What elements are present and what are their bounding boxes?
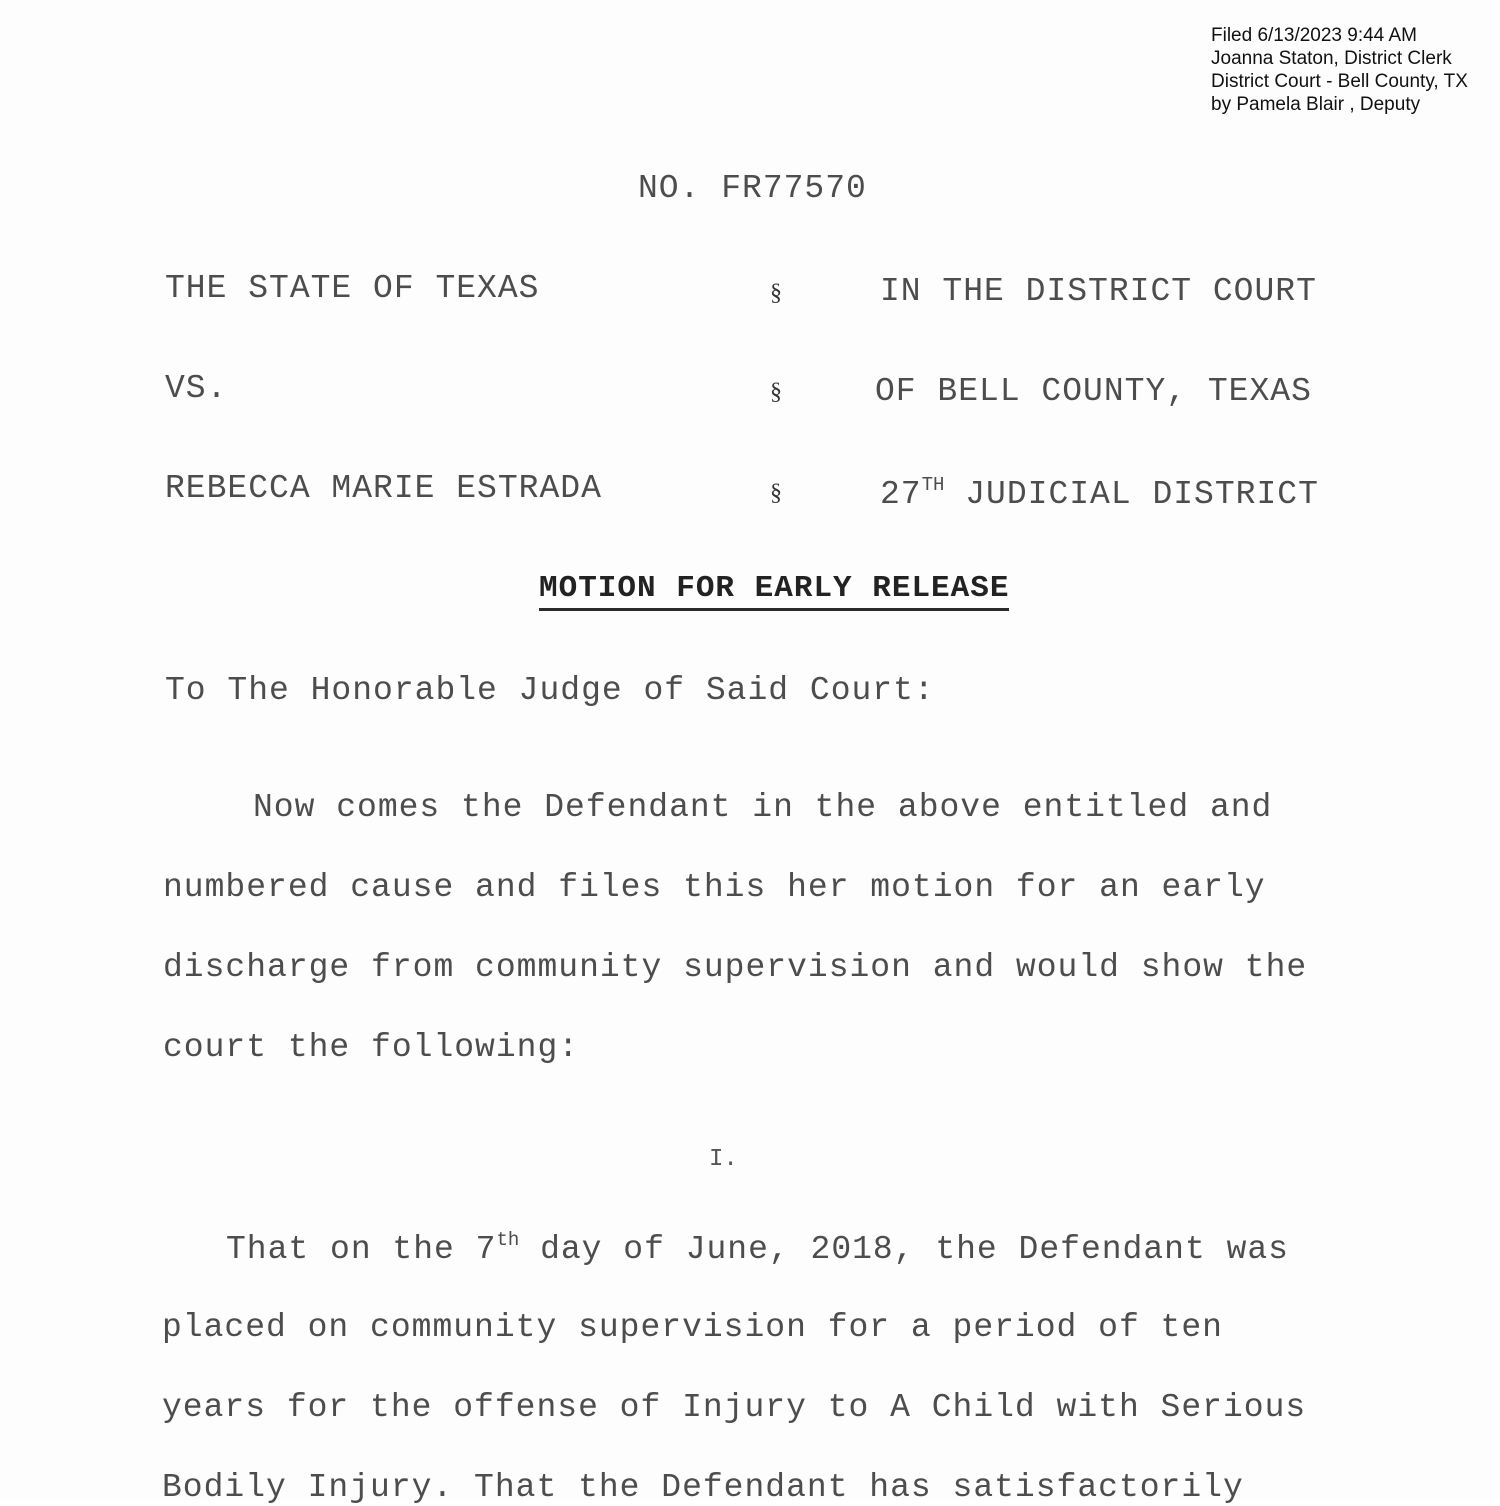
district-number: 27 <box>880 476 922 513</box>
day-ordinal-suffix: th <box>496 1229 520 1251</box>
district-ordinal-suffix: TH <box>921 474 945 496</box>
caption-defendant: REBECCA MARIE ESTRADA <box>165 470 602 507</box>
filing-stamp-line: Filed 6/13/2023 9:44 AM <box>1211 25 1417 46</box>
section-symbol: § <box>770 480 782 506</box>
district-label: JUDICIAL DISTRICT <box>944 476 1319 513</box>
salutation: To The Honorable Judge of Said Court: <box>165 672 935 709</box>
paragraph-line: court the following: <box>163 1029 580 1066</box>
paragraph-line: Now comes the Defendant in the above entitled and <box>253 789 1273 826</box>
paragraph-line: numbered cause and files this her motion for an early <box>163 869 1266 906</box>
caption-district <box>880 474 1319 513</box>
document-title: MOTION FOR EARLY RELEASE <box>539 572 1009 611</box>
caption-versus: VS. <box>165 370 228 407</box>
section-number: I. <box>709 1146 738 1173</box>
paragraph-line <box>226 1229 1289 1268</box>
paragraph-text: That on the 7 <box>226 1231 497 1268</box>
paragraph-line: years for the offense of Injury to A Child with Serious <box>162 1389 1307 1426</box>
paragraph-text: day of June, 2018, the Defendant was <box>519 1231 1289 1268</box>
caption-plaintiff: THE STATE OF TEXAS <box>165 270 540 307</box>
section-symbol: § <box>770 379 782 405</box>
filing-stamp-line: Joanna Staton, District Clerk <box>1211 48 1452 69</box>
caption-court: IN THE DISTRICT COURT <box>880 273 1317 310</box>
paragraph-line: Bodily Injury. That the Defendant has satisfactorily <box>162 1469 1244 1506</box>
paragraph-line: discharge from community supervision and would show the <box>163 949 1308 986</box>
cause-number: NO. FR77570 <box>638 170 867 207</box>
caption-county: OF BELL COUNTY, TEXAS <box>875 373 1312 410</box>
filing-stamp-line: by Pamela Blair , Deputy <box>1211 94 1421 115</box>
section-symbol: § <box>770 280 782 306</box>
paragraph-line: placed on community supervision for a period of ten <box>162 1309 1223 1346</box>
filing-stamp-line: District Court - Bell County, TX <box>1211 71 1468 92</box>
filing-stamp <box>1211 24 1468 116</box>
